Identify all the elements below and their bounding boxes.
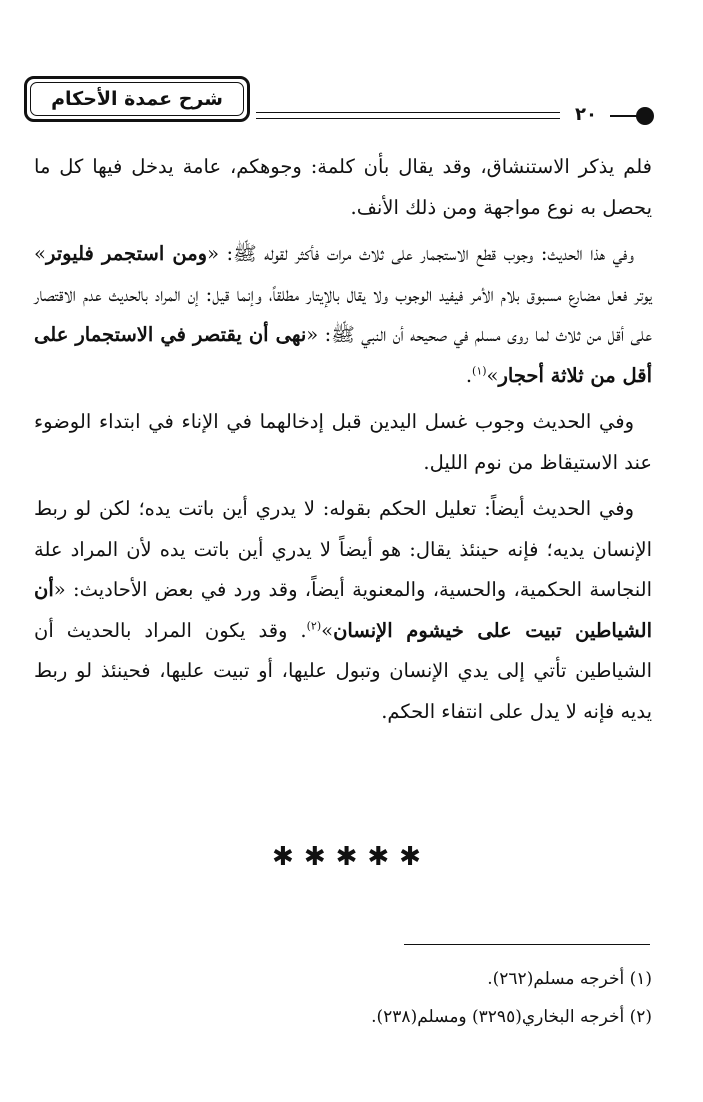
paragraph-1 — [34, 147, 652, 228]
footnote-1: (١) أخرجه مسلم(٢٦٢). — [487, 969, 652, 989]
paragraph-4 — [34, 489, 652, 732]
running-title: شرح عمدة الأحكام — [30, 82, 244, 116]
paragraph-2-text-c: » يوتر فعل مضارع مسبوق بلام الأمر فيفيد الوجوب ولا يقال بالإيتار مطلقاً، وإنما قيل: إن المراد بالحديث عدم الاقتصار على أقل من ثلاث لما روى مسلم في صحيحه أن النبي ﷺ: « — [34, 242, 652, 346]
page-header — [24, 76, 656, 128]
paragraph-2-text-a: وفي هذا الحديث: وجوب قطع الاستجمار على ثلاث مرات فأكثر لقوله ﷺ: « — [207, 242, 634, 265]
footnote-2: (٢) أخرجه البخاري(٣٢٩٥) ومسلم(٢٣٨). — [371, 1007, 652, 1027]
footnotes — [200, 960, 652, 1036]
paragraph-2-text-e: » — [486, 363, 499, 387]
header-rule-bottom — [256, 118, 560, 119]
paragraph-2 — [34, 234, 652, 396]
paragraph-4-text-c: » — [321, 618, 334, 642]
paragraph-4-text-a: وفي الحديث أيضاً: تعليل الحكم بقوله: لا يدري أين باتت يده؛ لكن لو ربط الإنسان يديه؛ فإنه حينئذ يقال: هو أيضاً لا يدري أين باتت يده لأن المراد علة النجاسة الحكمية، والحسية، والمعنوية أيضاً، وقد ورد في بعض الأحاديث: « — [34, 497, 652, 601]
paragraph-2-text-f: . — [465, 363, 473, 387]
page-number: ٢٠ — [575, 104, 597, 125]
header-rule-top — [256, 112, 560, 113]
hadith-quote-1: ومن استجمر فليوتر — [45, 242, 208, 265]
paragraph-3-text: وفي الحديث وجوب غسل اليدين قبل إدخالهما في الإناء في ابتداء الوضوء عند الاستيقاظ من نوم الليل. — [34, 410, 652, 474]
main-text — [34, 147, 652, 738]
paragraph-4-text-d: . وقد يكون المراد بالحديث أن الشياطين تأتي إلى يدي الإنسان وتبول عليها، أو تبيت عليها، فحينئذ لو ربط يديه فإنه لا يدل على انتفاء الحكم. — [34, 618, 652, 723]
paragraph-3 — [34, 402, 652, 483]
running-title-frame — [24, 76, 250, 122]
footnote-rule — [404, 944, 650, 945]
hadith-quote-2: نهى أن يقتصر في الاستجمار على أقل من ثلاثة أحجار — [34, 323, 652, 387]
hadith-quote-3: أن الشياطين تبيت على خيشوم الإنسان — [34, 578, 652, 642]
footnote-marker-2: (٢) — [306, 619, 322, 632]
paragraph-1-text: فلم يذكر الاستنشاق، وقد يقال بأن كلمة: وجوهكم، عامة يدخل فيها كل ما يحصل به نوع مواجهة ومن ذلك الأنف. — [34, 155, 652, 219]
section-separator: ✱✱✱✱✱ — [272, 842, 431, 872]
footnote-marker-1: (١) — [472, 364, 487, 377]
header-ornament-dot — [636, 107, 654, 125]
